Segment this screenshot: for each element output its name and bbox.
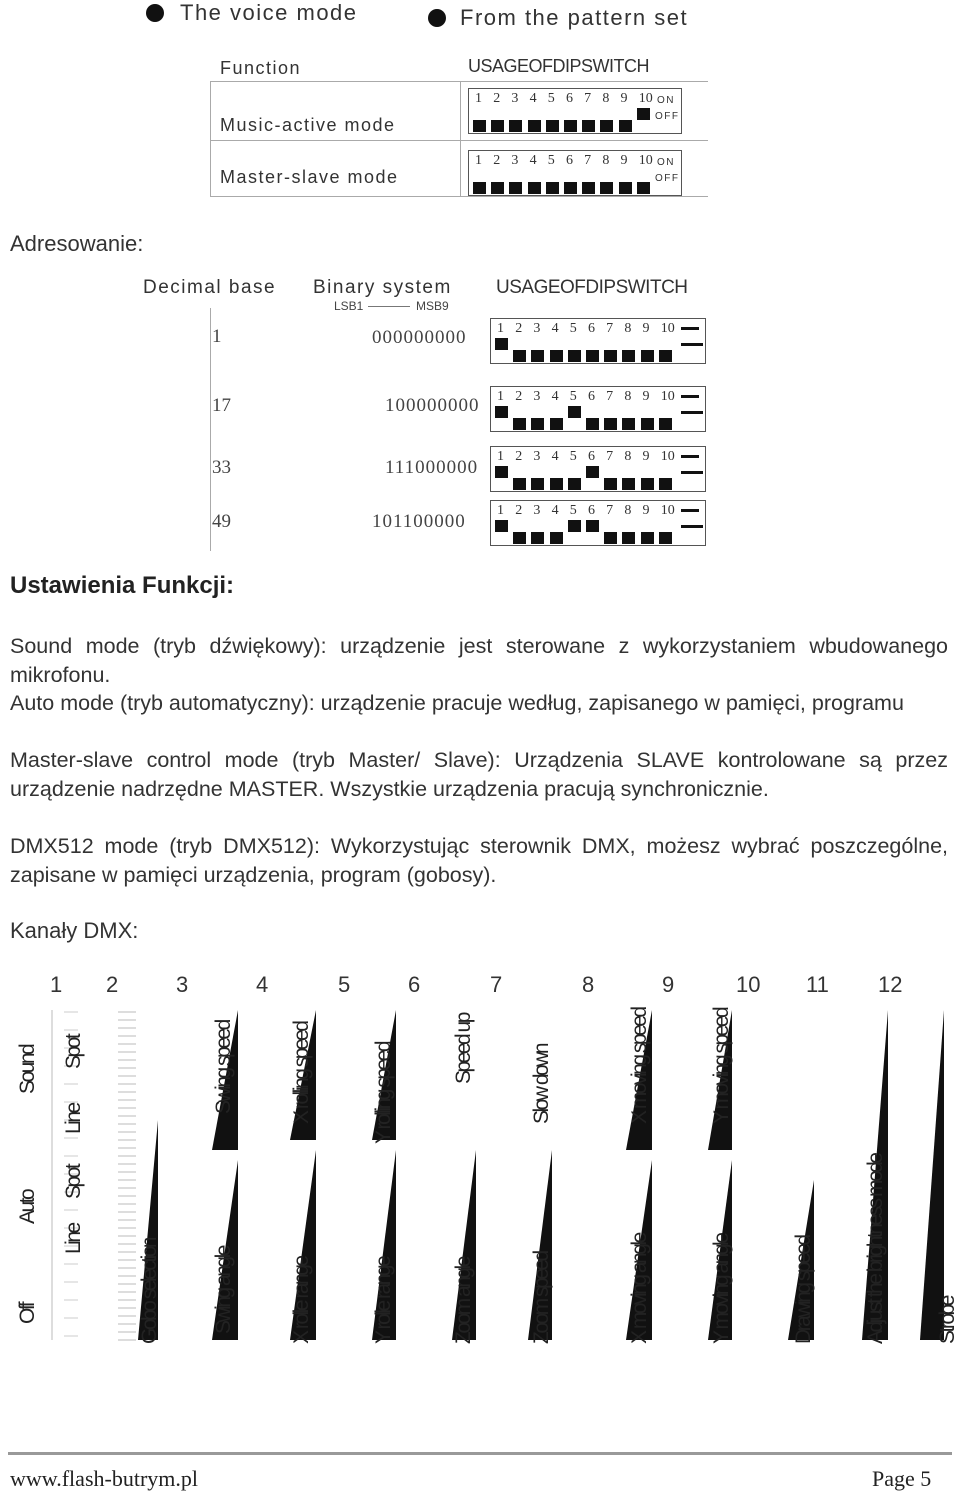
ch1-label-auto: Auto: [16, 1190, 39, 1224]
ch11-label-drawing: Drawing speed: [792, 1236, 815, 1344]
channel-number: 11: [806, 972, 829, 997]
dip-number: 10: [660, 449, 675, 464]
dip-number: 9: [620, 91, 628, 106]
lsb-label: LSB1: [334, 299, 364, 313]
ch9-label-speed: X moving speed: [628, 1008, 651, 1124]
ch10-label-speed: Y moving speed: [710, 1008, 733, 1124]
channel-number: 10: [736, 972, 761, 997]
binary-value: 101100000: [372, 511, 466, 532]
channel-number: 3: [176, 972, 189, 997]
dip-number: 8: [624, 449, 632, 464]
dip-number: 6: [587, 503, 595, 518]
binary-value: 111000000: [385, 457, 479, 478]
voice-mode-heading: The voice mode: [180, 0, 358, 25]
dip-number: 1: [497, 503, 504, 518]
dip-number: 7: [584, 153, 592, 168]
dip-number: 4: [551, 321, 559, 336]
function-header: Function: [220, 58, 302, 78]
dip-number: 3: [533, 503, 541, 518]
dip-number: 8: [602, 91, 610, 106]
off-label: OFF: [655, 173, 680, 184]
dip-number: 2: [515, 389, 523, 404]
channel-number: 8: [582, 972, 595, 997]
dip-number: 1: [497, 449, 504, 464]
dip-number: 8: [624, 389, 632, 404]
dip-number: 9: [620, 153, 628, 168]
dip-number: 6: [587, 449, 595, 464]
msb-label: MSB9: [416, 299, 449, 313]
dip-number: 9: [642, 449, 650, 464]
dip-number: 6: [587, 321, 595, 336]
dip-number: 2: [493, 153, 501, 168]
dip-number: 3: [533, 449, 541, 464]
channel-number: 5: [338, 972, 351, 997]
binary-value: 100000000: [385, 395, 480, 416]
footer-url[interactable]: www.flash-butrym.pl: [10, 1466, 198, 1491]
ch8-label-slowdown: Slow down: [530, 1044, 553, 1124]
row-label-music-active: Music-active mode: [220, 115, 396, 135]
decimal-value: 17: [212, 395, 231, 416]
channel-number: 12: [878, 972, 903, 997]
off-label: OFF: [655, 111, 680, 122]
ch6-label-speed: Y rolling speed: [372, 1042, 395, 1144]
dip-number: 1: [475, 153, 482, 168]
binary-header: Binary system: [313, 277, 452, 298]
dip-number: 3: [533, 389, 541, 404]
paragraph-master-slave: Master-slave control mode (tryb Master/ Slave): Urządzenia SLAVE kontrolowane są przez urządzenie nadrzędne MASTER. Wszystkie urządzenia pracują synchronicznie.: [10, 748, 948, 801]
dip-number: 3: [533, 321, 541, 336]
ch4-label-speed: Swing speed: [212, 1021, 235, 1114]
dip-number: 10: [660, 503, 675, 518]
dip-number: 4: [529, 91, 537, 106]
ch3-label: Gobo selection: [138, 1238, 161, 1344]
ch5-label-speed: X rolling speed: [290, 1022, 313, 1124]
dip-number: 6: [565, 153, 573, 168]
dip-number: 1: [497, 321, 504, 336]
dip-number: 5: [547, 91, 555, 106]
dip-number: 7: [606, 389, 614, 404]
usage-header: USAGEOFDIPSWITCH: [468, 56, 650, 76]
ch1-label-sound: Sound: [16, 1045, 39, 1094]
dmx-title: Kanały DMX:: [10, 918, 139, 943]
dip-number: 1: [475, 91, 482, 106]
ch2-label-spot: Spot: [62, 1035, 85, 1069]
dip-number: 8: [602, 153, 610, 168]
ch1-label-off: Off: [16, 1303, 39, 1324]
channel-number: 4: [256, 972, 269, 997]
binary-value: 000000000: [372, 327, 467, 348]
addressing-title: Adresowanie:: [10, 231, 144, 256]
row-label-master-slave: Master-slave mode: [220, 167, 399, 187]
ch7-label-speedup: Speed up: [452, 1014, 475, 1084]
dip-number: 4: [551, 389, 559, 404]
dip-number: 5: [569, 389, 577, 404]
decimal-header: Decimal base: [143, 277, 277, 298]
dip-number: 3: [511, 91, 519, 106]
dip-number: 4: [551, 503, 559, 518]
footer-rule: [8, 1452, 952, 1455]
dip-number: 1: [497, 389, 504, 404]
ch11-label-brightness: Adjust the brightness mode: [864, 1154, 887, 1344]
ch7-label-zoom: Zoom angle: [452, 1258, 475, 1344]
ch12-label-strobe: Strobe: [936, 1297, 959, 1344]
dip-number: 10: [638, 91, 653, 106]
decimal-value: 1: [212, 326, 222, 347]
channel-number: 7: [490, 972, 503, 997]
channel-number: 2: [106, 972, 119, 997]
dip-number: 6: [565, 91, 573, 106]
paragraph-dmx-mode: DMX512 mode (tryb DMX512): Wykorzystując sterownik DMX, możesz wybrać poszczególne, zapisane w pamięci urządzenia, program (gobosy).: [10, 834, 948, 887]
dip-number: 5: [569, 321, 577, 336]
addr-usage-header: USAGEOFDIPSWITCH: [496, 277, 688, 298]
ch8-label-zoomspeed: Zoom speed: [530, 1252, 553, 1344]
dip-number: 2: [515, 321, 523, 336]
dip-number: 6: [587, 389, 595, 404]
dip-number: 5: [569, 503, 577, 518]
ch4-label-angle: Swing angle: [212, 1247, 235, 1334]
page-number: Page 5: [872, 1466, 932, 1491]
dip-number: 10: [660, 389, 675, 404]
on-label: ON: [657, 157, 675, 168]
channel-number: 1: [50, 972, 63, 997]
dip-number: 3: [511, 153, 519, 168]
dip-number: 7: [606, 503, 614, 518]
dip-number: 9: [642, 389, 650, 404]
dip-number: 8: [624, 503, 632, 518]
paragraph-auto-mode: Auto mode (tryb automatyczny): urządzenie pracuje według, zapisanego w pamięci, programu: [10, 691, 904, 715]
decimal-value: 49: [212, 511, 231, 532]
dip-number: 2: [515, 449, 523, 464]
dip-number: 7: [606, 449, 614, 464]
paragraph-sound-mode: Sound mode (tryb dźwiękowy): urządzenie jest sterowane z wykorzystaniem wbudowanego mikrofonu.: [10, 634, 948, 687]
ch2-label-line: Line: [62, 1224, 85, 1254]
dip-number: 4: [529, 153, 537, 168]
dip-number: 2: [515, 503, 523, 518]
channel-number: 9: [662, 972, 675, 997]
channel-number: 6: [408, 972, 421, 997]
ch5-label-range: X rolle range: [290, 1257, 313, 1344]
pattern-set-heading: From the pattern set: [460, 5, 689, 30]
dip-number: 10: [638, 153, 653, 168]
dip-number: 10: [660, 321, 675, 336]
ch10-label-angle: Y moving angle: [710, 1234, 733, 1344]
ch6-label-range: Y rolle range: [372, 1257, 395, 1344]
ch9-label-angle: X moving angle: [628, 1234, 651, 1344]
dip-number: 7: [584, 91, 592, 106]
dip-number: 9: [642, 503, 650, 518]
ch2-label-line: Line: [62, 1104, 85, 1134]
dip-number: 5: [547, 153, 555, 168]
dip-number: 5: [569, 449, 577, 464]
ch2-label-spot: Spot: [62, 1165, 85, 1199]
dip-number: 4: [551, 449, 559, 464]
on-label: ON: [657, 95, 675, 106]
dip-number: 9: [642, 321, 650, 336]
dip-number: 8: [624, 321, 632, 336]
decimal-value: 33: [212, 457, 231, 478]
functions-title: Ustawienia Funkcji:: [10, 572, 235, 599]
dip-number: 2: [493, 91, 501, 106]
dip-number: 7: [606, 321, 614, 336]
ramp: [920, 1010, 944, 1340]
